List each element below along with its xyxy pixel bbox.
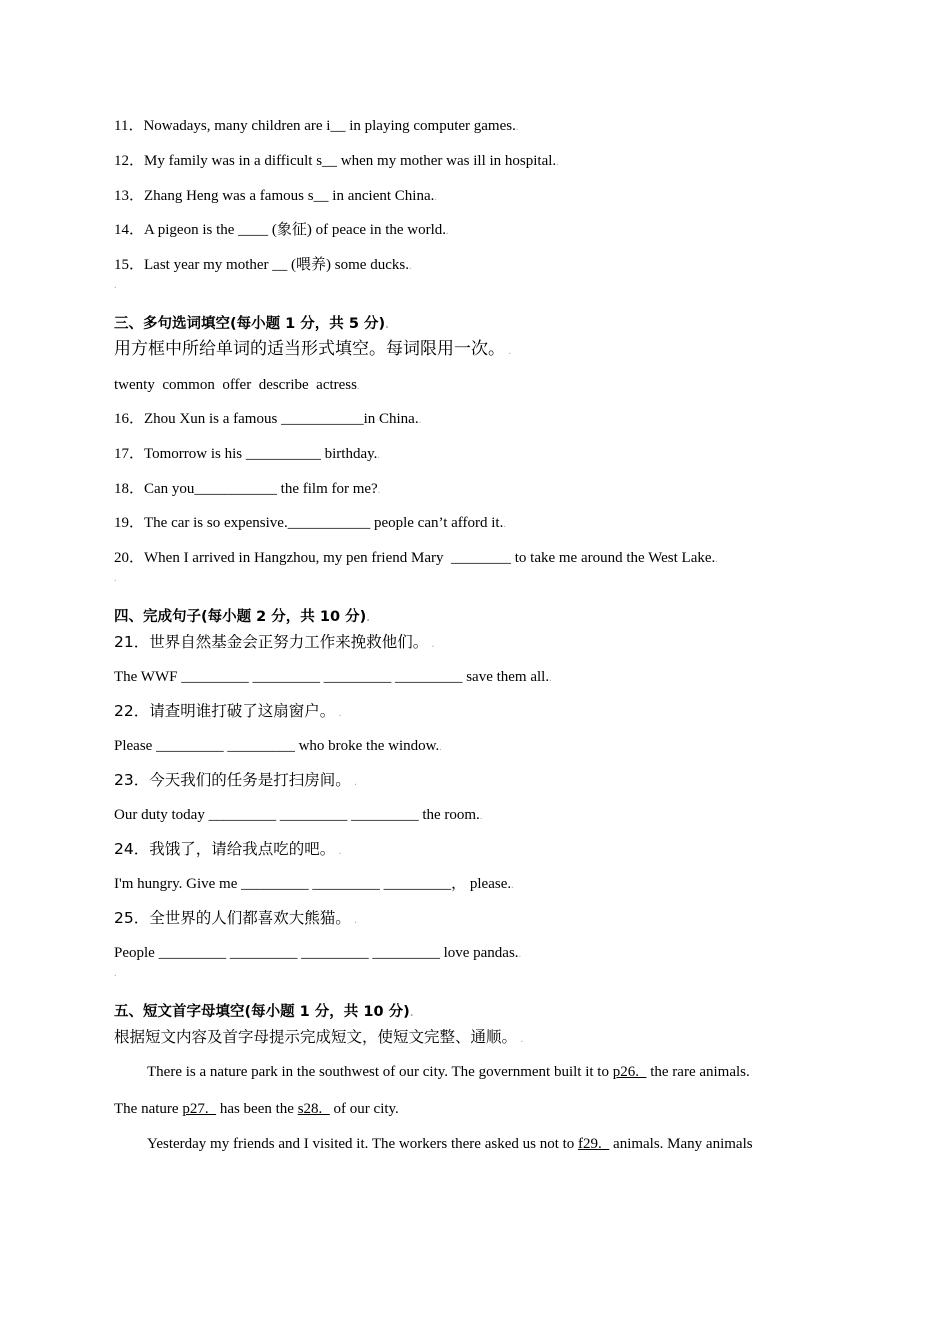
question-16: 16．Zhou Xun is a famous ___________in China.. [114, 411, 422, 427]
question-22-chinese: 22．请查明谁打破了这扇窗户。 . [114, 702, 342, 720]
question-13: 13．Zhang Heng was a famous s__ in ancient China.. [114, 188, 437, 204]
question-12: 12．My family was in a difficult s__ when my mother was ill in hospital.. [114, 153, 559, 169]
question-25-english: People _________ _________ _________ _________ love pandas.. [114, 945, 522, 961]
paragraph-mark: . [114, 573, 117, 584]
word-box: twenty common offer describe actress. [114, 377, 360, 393]
question-21-english: The WWF _________ _________ _________ _________ save them all.. [114, 669, 552, 685]
blank-26[interactable]: p26. [612, 1064, 647, 1080]
question-21-chinese: 21．世界自然基金会正努力工作来挽救他们。 . [114, 633, 435, 651]
question-11: 11．Nowadays, many children are i__ in playing computer games.. [114, 118, 519, 134]
question-18: 18．Can you___________ the film for me?. [114, 481, 381, 497]
blank-28[interactable]: s28. [297, 1101, 330, 1117]
question-22-english: Please _________ _________ who broke the window.. [114, 738, 442, 754]
question-24-chinese: 24．我饿了，请给我点吃的吧。 . [114, 840, 342, 858]
section-5-instruction: 根据短文内容及首字母提示完成短文，使短文完整、通顺。 . [114, 1028, 524, 1046]
question-15: 15．Last year my mother __ (喂养) some ducks.. [114, 257, 412, 273]
question-23-chinese: 23．今天我们的任务是打扫房间。 . [114, 771, 358, 789]
question-17: 17．Tomorrow is his __________ birthday.. [114, 446, 380, 462]
blank-27[interactable]: p27. [182, 1101, 217, 1117]
passage-line-1: There is a nature park in the southwest of our city. The government built it to p26. the rare animals. [147, 1064, 750, 1080]
question-23-english: Our duty today _________ _________ _________ the room.. [114, 807, 483, 823]
paragraph-mark: . [114, 968, 117, 979]
section-3-heading: 三、多句选词填空(每小题 1 分，共 5 分). [114, 316, 389, 332]
section-5-heading: 五、短文首字母填空(每小题 1 分，共 10 分). [114, 1004, 414, 1020]
question-20: 20．When I arrived in Hangzhou, my pen friend Mary ________ to take me around the West Lake.. [114, 550, 718, 566]
question-25-chinese: 25．全世界的人们都喜欢大熊猫。 . [114, 909, 358, 927]
section-4-heading: 四、完成句子(每小题 2 分，共 10 分). [114, 609, 371, 625]
blank-29[interactable]: f29. [578, 1136, 610, 1152]
section-3-instruction: 用方框中所给单词的适当形式填空。每词限用一次。 . [114, 339, 512, 359]
question-24-english: I'm hungry. Give me _________ _________ _________， please.. [114, 876, 514, 892]
passage-line-3: Yesterday my friends and I visited it. The workers there asked us not to f29. animals. Many animals [147, 1136, 753, 1152]
question-19: 19．The car is so expensive.___________ people can’t afford it.. [114, 515, 506, 531]
passage-line-2: The nature p27. has been the s28. of our city. [114, 1101, 399, 1117]
question-14: 14．A pigeon is the ____ (象征) of peace in the world.. [114, 222, 449, 238]
paragraph-mark: . [114, 280, 117, 291]
